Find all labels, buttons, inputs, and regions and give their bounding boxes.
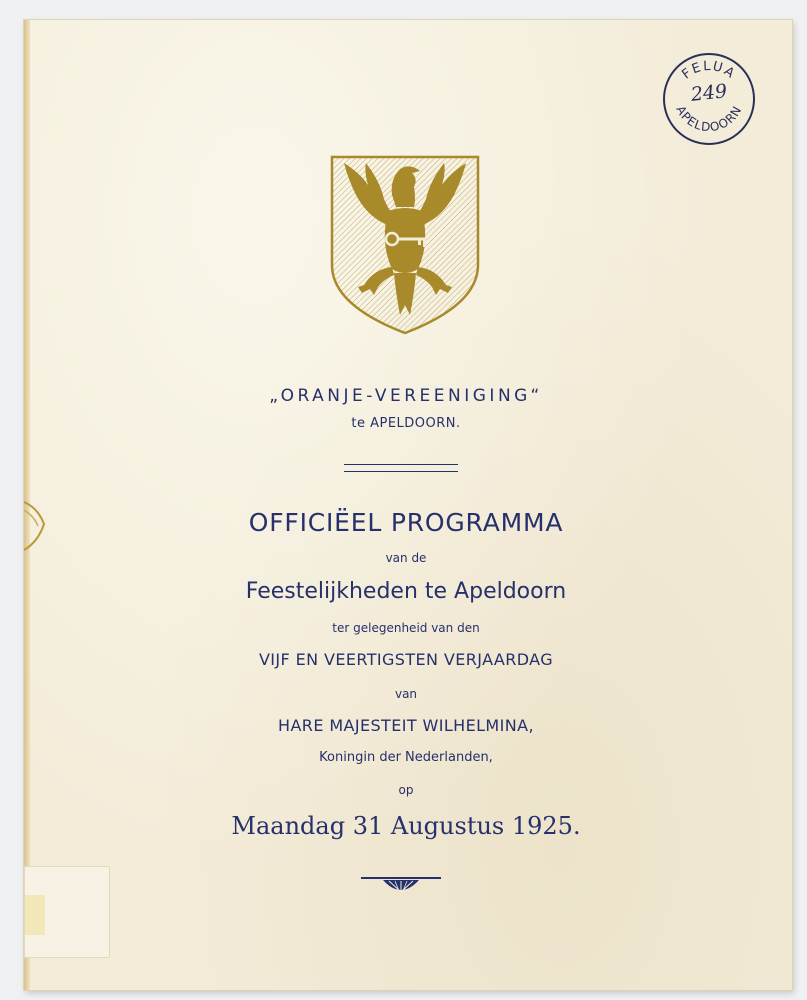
occasion-line: ter gelegenheid van den	[332, 621, 480, 635]
eagle-with-key-crest-icon	[330, 155, 480, 335]
festivities-line: Feestelijkheden te Apeldoorn	[245, 579, 567, 604]
line-van: van	[394, 687, 418, 701]
stamp-top-text: FELUA	[679, 58, 739, 83]
sticker-tab	[25, 895, 45, 935]
library-stamp	[660, 50, 758, 148]
line-op: op	[398, 783, 414, 797]
program-heading: OFFICIËEL PROGRAMMA	[248, 508, 564, 537]
library-label-sticker	[24, 866, 110, 958]
line-van-de: van de	[385, 551, 427, 565]
stamp-bottom-text: APELDOORN	[673, 103, 745, 135]
svg-text:APELDOORN	[673, 103, 744, 134]
queen-line: Koningin der Nederlanden,	[319, 750, 493, 765]
association-name: „ORANJE-VEREENIGING“	[269, 386, 543, 406]
association-location: te APELDOORN.	[351, 416, 461, 431]
majesty-line: HARE MAJESTEIT WILHELMINA,	[278, 716, 534, 735]
date-line: Maandag 31 Augustus 1925.	[231, 812, 581, 840]
program-cover	[24, 20, 792, 990]
birthday-line: VIJF EN VEERTIGSTEN VERJAARDAG	[258, 650, 554, 669]
double-rule-divider	[344, 464, 458, 472]
fleuron-ornament-icon	[361, 876, 441, 898]
stamp-number: 249	[689, 80, 729, 106]
